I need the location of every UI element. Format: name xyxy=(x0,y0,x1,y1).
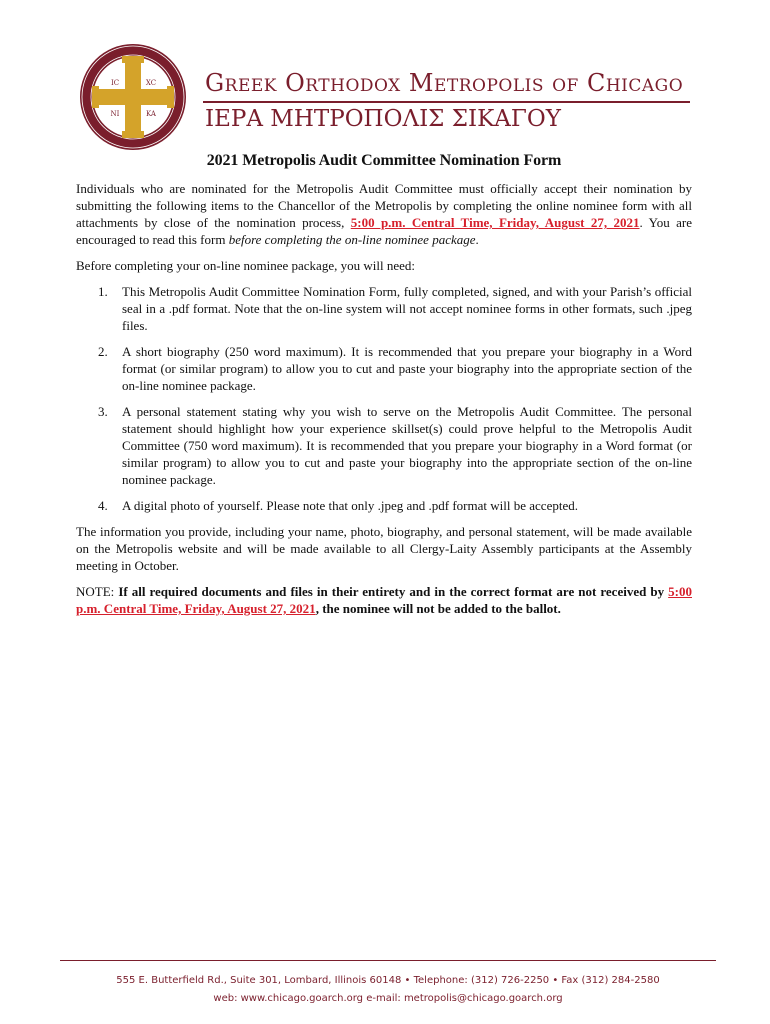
intro-deadline: 5:00 p.m. Central Time, Friday, August 27, 2021 xyxy=(350,215,640,230)
list-text: A short biography (250 word maximum). It is recommended that you prepare your biography in a Word format (or similar program) to allow you to cut and paste your biography into the appropriate section of the on-line nominee package. xyxy=(122,344,692,393)
requirements-list xyxy=(76,283,692,514)
note-bold-1: If all required documents and files in their entirety and in the correct format are not received by xyxy=(118,584,665,599)
org-name-greek: ΙΕΡΑ ΜΗΤΡΟΠΟΛΙΣ ΣΙΚΑΓΟΥ xyxy=(205,106,561,132)
list-number: 4. xyxy=(98,498,108,513)
letterhead xyxy=(78,42,693,152)
header-rule xyxy=(203,101,690,103)
footer-rule xyxy=(60,960,716,961)
info-paragraph: The information you provide, including your name, photo, biography, and personal statement, will be made available on the Metropolis website and will be made available to all Clergy-Laity Assembly participants at the Assembly meeting in October. xyxy=(76,524,692,573)
note-bold-2: , the nominee will not be added to the ballot. xyxy=(315,601,561,616)
intro-text-3: . xyxy=(475,232,479,247)
note-prefix: NOTE: xyxy=(76,584,119,599)
footer-address: 555 E. Butterfield Rd., Suite 301, Lombard, Illinois 60148 • Telephone: (312) 726-2250 • Fax (312) 284-2580 xyxy=(116,975,660,986)
footer-web-email: web: www.chicago.goarch.org e-mail: metropolis@chicago.goarch.org xyxy=(213,993,563,1004)
list-number: 2. xyxy=(98,344,108,359)
seal-letters-ic: IC xyxy=(110,79,120,87)
list-item xyxy=(76,343,692,394)
intro-paragraph xyxy=(76,180,692,248)
intro-italic: before completing the on-line nominee package xyxy=(228,232,476,247)
seal-letters-ni: NI xyxy=(110,110,120,118)
list-number: 1. xyxy=(98,284,108,299)
metropolis-seal-logo xyxy=(78,42,188,152)
note-paragraph xyxy=(76,583,692,617)
footer xyxy=(60,972,716,1008)
list-text: A digital photo of yourself. Please note that only .jpeg and .pdf format will be accepted. xyxy=(122,498,578,513)
list-item xyxy=(76,403,692,488)
seal-letters-ka: KA xyxy=(145,110,157,118)
form-title: 2021 Metropolis Audit Committee Nomination Form xyxy=(206,152,562,169)
note-deadline: 5:00 p.m. Central Time, Friday, August 27, 2021 xyxy=(76,584,692,616)
list-item xyxy=(76,497,692,514)
org-name-english: Greek Orthodox Metropolis of Chicago xyxy=(205,69,684,97)
list-text: This Metropolis Audit Committee Nomination Form, fully completed, signed, and with your Parish’s official seal in a .pdf format. Note that the on-line system will not accept nominee forms in other formats, such .jpeg files. xyxy=(122,284,692,333)
list-text: A personal statement stating why you wish to serve on the Metropolis Audit Committee. The personal statement should highlight how your experience skillset(s) could prove helpful to the Metropolis Audit Committee (750 word maximum). It is recommended that you prepare your biography in a Word format (or similar program) to allow you to cut and paste your biography into the appropriate section of the on-line nominee package. xyxy=(122,404,692,487)
lead-in: Before completing your on-line nominee package, you will need: xyxy=(76,258,415,273)
intro-text-1: Individuals who are nominated for the Metropolis Audit Committee must officially accept their nomination by submitting the following items to the Chancellor of the Metropolis by completing the online nominee form with all attachments by close of the nomination process, xyxy=(76,181,692,230)
list-number: 3. xyxy=(98,404,108,419)
intro-text-2: . You are encouraged to read this form xyxy=(76,215,693,247)
seal-letters-xc: XC xyxy=(145,79,157,87)
list-item xyxy=(76,283,692,334)
form-body xyxy=(76,152,692,626)
